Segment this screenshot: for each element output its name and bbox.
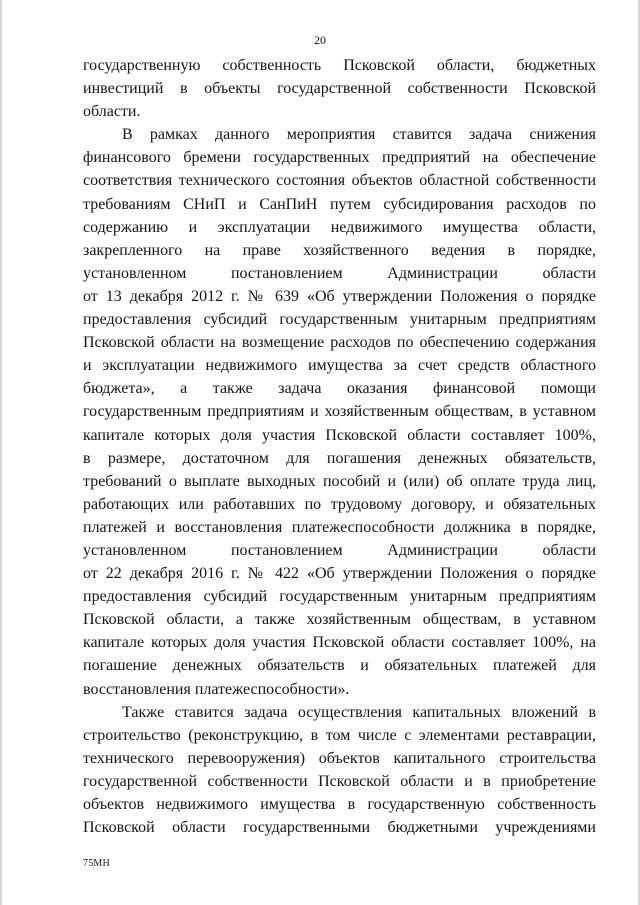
document-body (83, 54, 596, 839)
text-line: государственным предприятиям и хозяйственным обществам, в уставном (83, 403, 596, 421)
text-line: В рамках данного мероприятия ставится задача снижения (122, 126, 596, 144)
text-line: капитале которых доля участия Псковской области составляет 100%, (83, 426, 596, 444)
text-line: предоставления субсидий государственным унитарным предприятиям (83, 588, 596, 606)
text-line: закрепленного на праве хозяйственного ведения в порядке, (83, 241, 596, 259)
text-line: установленном постановлением Администрации области (83, 541, 596, 559)
text-line: Псковской области государственными бюджетными учреждениями (83, 819, 596, 837)
scan-edge-left (0, 0, 2, 905)
text-line: соответствия технического состояния объектов областной собственности (83, 172, 596, 190)
text-line: капитале которых доля участия Псковской области составляет 100%, на (83, 634, 596, 652)
page-number: 20 (314, 33, 326, 47)
document-code: 75МН (83, 858, 110, 869)
text-line: бюджета», а также задача оказания финансовой помощи (83, 380, 596, 398)
text-line: инвестиций в объекты государственной собственности Псковской (83, 80, 596, 98)
text-line: требованиям СНиП и СанПиН путем субсидирования расходов по (83, 195, 596, 213)
text-line: Также ставится задача осуществления капитальных вложений в (122, 703, 596, 721)
text-line: от 13 декабря 2012 г. № 639 «Об утверждении Положения о порядке (83, 287, 596, 305)
text-line: работающих или работавших по трудовому договору, и обязательных (83, 495, 596, 513)
text-line: и эксплуатации недвижимого имущества за счет средств областного (83, 357, 596, 375)
text-line: в размере, достаточном для погашения денежных обязательств, (83, 449, 596, 467)
text-line: предоставления субсидий государственным унитарным предприятиям (83, 311, 596, 329)
text-line: государственную собственность Псковской области, бюджетных (83, 57, 596, 74)
text-line: восстановления платежеспособности». (83, 680, 350, 698)
text-line: технического перевооружения) объектов капитального строительства (83, 749, 596, 767)
text-line: платежей и восстановления платежеспособности должника в порядке, (83, 518, 596, 536)
text-line: погашение денежных обязательств и обязательных платежей для (83, 657, 596, 675)
paragraph-capital-investments (83, 701, 596, 840)
text-line: области. (83, 103, 141, 121)
text-line: государственной собственности Псковской области и в приобретение (83, 772, 596, 790)
text-line: установленном постановлением Администрации области (83, 264, 596, 282)
paragraph-continuation (83, 54, 596, 123)
text-line: финансового бремени государственных предприятий на обеспечение (83, 149, 596, 167)
text-line: от 22 декабря 2016 г. № 422 «Об утверждении Положения о порядке (83, 565, 596, 583)
text-line: Псковской области, а также хозяйственным обществам, в уставном (83, 611, 596, 629)
text-line: содержанию и эксплуатации недвижимого имущества области, (83, 218, 596, 236)
text-line: требований о выплате выходных пособий и (или) об оплате труда лиц, (83, 472, 596, 490)
text-line: объектов недвижимого имущества в государственную собственность (83, 796, 596, 813)
text-line: строительство (реконструкцию, в том числе с элементами реставрации, (83, 726, 596, 744)
text-line: Псковской области на возмещение расходов по обеспечению содержания (83, 334, 596, 352)
paragraph-measure-tasks (83, 123, 596, 700)
